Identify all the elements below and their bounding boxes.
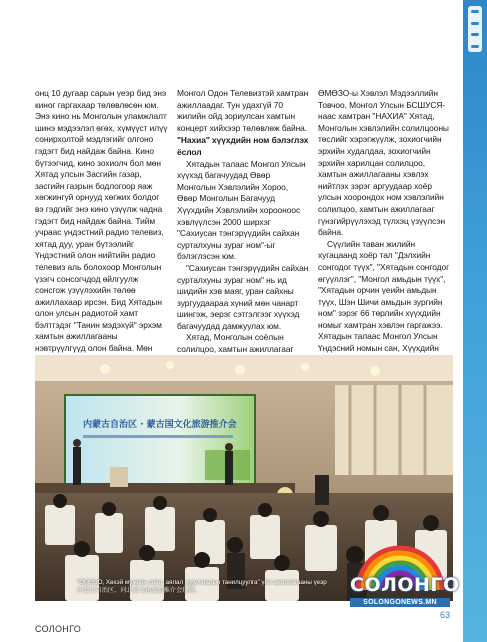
paragraph: Хятадын талаас Монгол Улсын хүүхэд багачуудад Өвөр Монголын Хэвлэлийн Хороо, Өвөр Монголын Багачууд Хүүхдийн Хэвлэлийн хорооноос хэвлүүлсэн 2000 ширхэг "Сахиусан тэнгэрүүдийн сайхан сурталхуны зураг ном"-ыг бэлэглэсэн юм. [177,158,306,262]
caption-line: 内蒙古自治区、河北省文化旅游推介会现场。 [77,587,201,594]
solongo-logo[interactable] [344,538,460,614]
magazine-name: СОЛОНГО [35,624,82,634]
logo-url: SOLONGONEWS.MN [350,598,450,607]
paragraph: "Сахиусан тэнгэрүүдийн сайхан сурталхуны зураг ном" нь ид шидийн хэв маяг, уран сайхны зургуудаараа хүний мөн чанарт шингэж, эерэг сэтгэлгээг хүүхэд багачуудад дамжуулах юм. [177,262,309,331]
caption-line: "ӨМӨЗО, Хөхэй мужийн соёл, аялал жуулчлалын танилцуулга" үйл ажиллагааны үеэр [77,579,327,586]
text-column-2 [177,88,310,367]
paragraph: Сүүлийн таван жилийн хугацаанд хоёр тал "Дэлхийн сонгодог түүх", "Хятадын сонгодог өгүүллэг", "Монгол амьдын түүх", "Хятадын орчин үеийн амьдын түүх, Шэн Шичи амьдын зургийн ном" зэрэг 66 төрлийн хүүхдийн номыг хамтран хэвлэн гаргажээ. Хятадын талаас Монгол Улсын Үндэсний номын сан, Хүүхдийн [318,238,450,354]
section-heading: "Нахиа" хүүхдийн ном бэлэглэх ёслол [177,135,309,157]
mongol-script-icon [468,6,482,52]
photo-caption [77,579,377,595]
logo-wordmark: СОЛОНГО [350,574,460,596]
screen-banner-text: 内蒙古自治区 · 蒙古国文化旅游推介会 [83,420,237,430]
paragraph: онц 10 дугаар сарын үеэр бид энэ киног гаргахаар төлөвлөсөн юм. Энэ кино нь Монголын уламжлалт шинэ мэдээлэл өгөх, хүмүүст илүү сонирхолтой мэдлэгийг олгоно гэдэгт бид найдаж байна. Кино бүтээгчид, кино зохиолч бол мөн Хятад улсын Засгийн газар, засгийн газрын бодлогоор яаж хөгжингүй орнууд хөгжих болдог вэ гэдгийг энэ кино үзүүлж чадна гэдэгт бид найдаж байна. Тийм учраас үндэстний радио телевиз, хятад дуу, уран бүтээлийг Үндэстний олон нийтийн радио телевиз аль болохоор Монголын үзэгч сонсогчдод өйлгуулж сонсгож үзүүлэхийн төлөө ажиллахаар ирсэн. Бид Хятадын олон улсын радиотой хамт бэлтгэдэг "Танин мэдэхүй" эрхэм хамтын ажиллагааны нэвтрүүлгүүд олон байна. Мөн [35,88,168,354]
paragraph: Хятад, Монголын соёлын солилцоо, хамтын ажиллагааг [177,332,294,355]
text-column-1 [35,88,168,366]
paragraph: Монгол Одон Телевизтэй хамтран ажиллаадаг. Тун удахгүй 70 жилийн ойд зориулсан хамтын концерт хийхээр төлөвлөж байна. [177,88,309,133]
page-number: 63 [440,610,451,620]
side-decor-strip [463,0,487,642]
text-column-3 [318,88,451,355]
paragraph: ӨМӨЗО-ы Хэвлэл Мэдээллийн Товчоо, Монгол Улсын БСШУСЯ-наас хамтран "НАХИА" Хятад, Монголын хэвлэлийн солилцооны төслийг хэрэгжүүлж, зохиогчийн эрхийн худалдаа, зохиогчийн эрхийн харилцан солилцоо, хамтын ажиллагааны хэвлэх нийтлэх зэрэг аргуудаар хоёр улсын хоорондох ном хэвлэлийн солилцоо, хамтын ажиллагааг гүнзгийрүүлэхэд түлхэц үзүүлсэн байна. [318,88,449,238]
